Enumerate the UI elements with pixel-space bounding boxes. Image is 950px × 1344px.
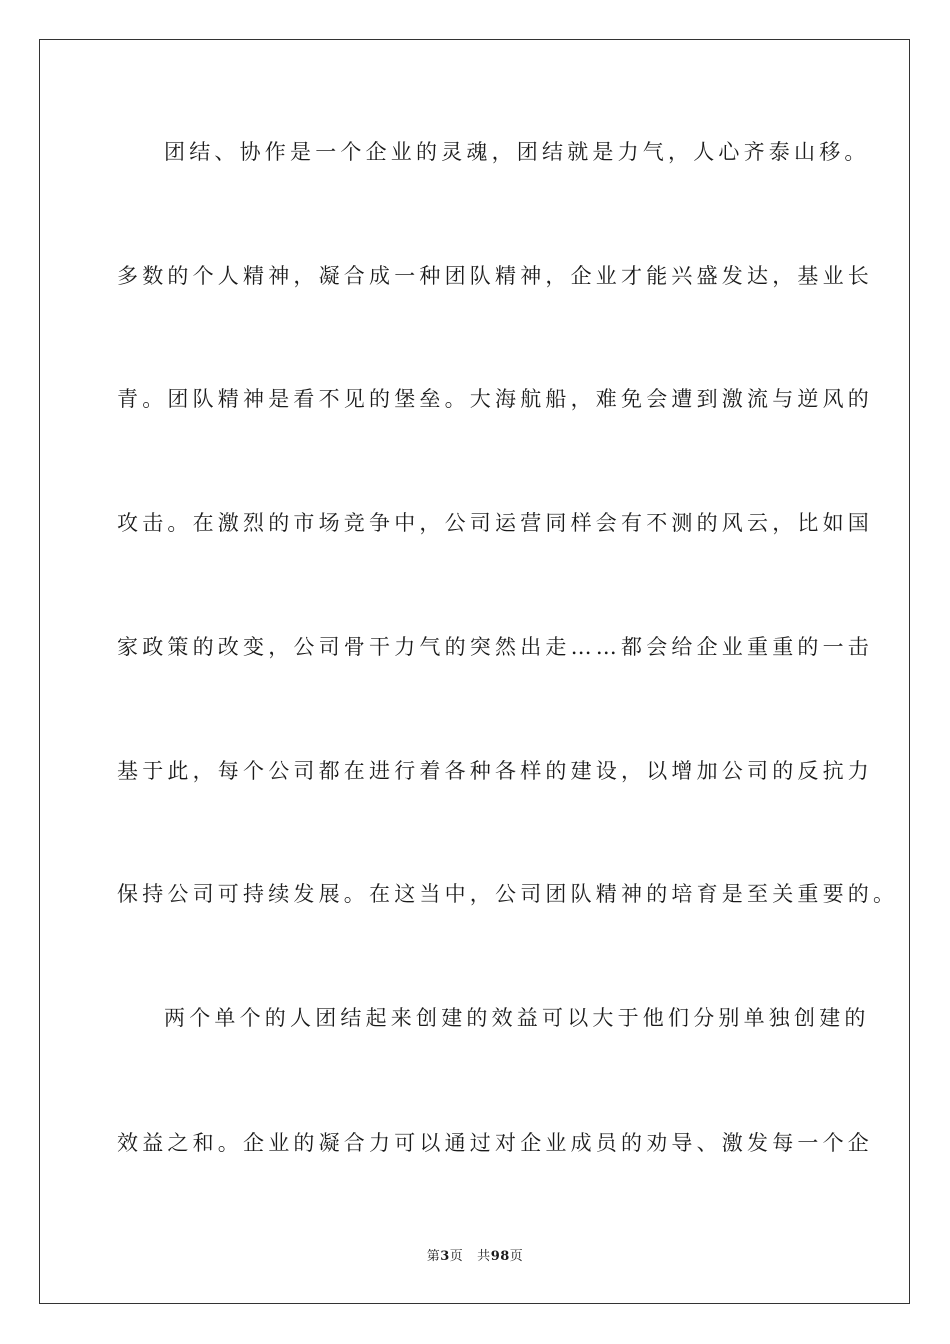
page-number: 3: [440, 1249, 450, 1264]
paragraph-line-1: 团结、协作是一个企业的灵魂，团结就是力气，人心齐泰山移。: [164, 140, 870, 164]
paragraph-line-2: 多数的个人精神，凝合成一种团队精神，企业才能兴盛发达，基业长: [117, 264, 873, 288]
page-suffix: 页: [449, 1249, 464, 1264]
total-prefix: 共: [477, 1249, 491, 1264]
total-pages: 98: [490, 1249, 510, 1264]
paragraph-line-3: 青。团队精神是看不见的堡垒。大海航船，难免会遭到激流与逆风的: [117, 387, 873, 411]
paragraph-line-4: 攻击。在激烈的市场竞争中，公司运营同样会有不测的风云，比如国: [117, 511, 873, 535]
total-suffix: 页: [509, 1249, 524, 1264]
paragraph-line-5: 家政策的改变，公司骨干力气的突然出走……都会给企业重重的一击: [117, 635, 873, 659]
paragraph-line-8: 两个单个的人团结起来创建的效益可以大于他们分别单独创建的: [164, 1006, 870, 1030]
paragraph-line-6: 基于此，每个公司都在进行着各种各样的建设，以增加公司的反抗力: [117, 759, 873, 783]
page-footer: [0, 1245, 950, 1264]
paragraph-line-9: 效益之和。企业的凝合力可以通过对企业成员的劝导、激发每一个企: [117, 1131, 873, 1155]
page-prefix: 第: [426, 1249, 441, 1264]
paragraph-line-7: 保持公司可持续发展。在这当中，公司团队精神的培育是至关重要的。: [117, 882, 899, 906]
page-border: [39, 39, 910, 1304]
